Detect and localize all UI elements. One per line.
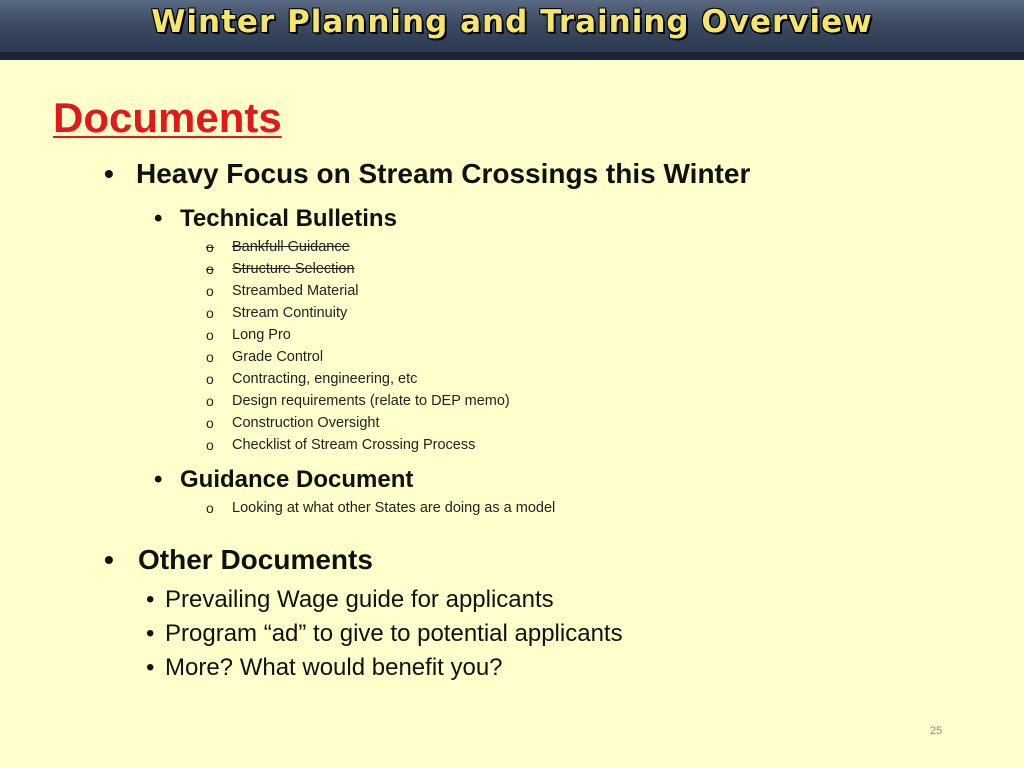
bullet: • bbox=[154, 466, 163, 493]
header-title: Winter Planning and Training Overview bbox=[151, 4, 873, 40]
bullet: • bbox=[146, 620, 155, 647]
sub-bullet: o bbox=[206, 327, 214, 343]
section2-heading-text: Other Documents bbox=[138, 544, 373, 575]
sub-bullet: o bbox=[206, 305, 214, 321]
sub-bullet: o bbox=[206, 415, 214, 431]
page-number: 25 bbox=[930, 725, 943, 737]
sub-bullet: o bbox=[206, 349, 214, 365]
list-item-text: Streambed Material bbox=[232, 283, 359, 299]
list-item-text: Structure Selection bbox=[232, 261, 355, 277]
guidance-heading-text: Guidance Document bbox=[180, 466, 414, 493]
sub-bullet: o bbox=[206, 239, 214, 255]
sub-bullet: o bbox=[206, 500, 214, 516]
sub-bullet: o bbox=[206, 261, 214, 277]
list-item-text: Contracting, engineering, etc bbox=[232, 371, 418, 387]
sub-bullet: o bbox=[206, 393, 214, 409]
sub-bullet: o bbox=[206, 371, 214, 387]
sub-bullet: o bbox=[206, 437, 214, 453]
slide-title: Documents bbox=[53, 94, 282, 141]
bullet: • bbox=[104, 158, 114, 189]
list-item-text: Stream Continuity bbox=[232, 305, 348, 321]
bullet: • bbox=[154, 205, 163, 232]
tech-bulletins-text: Technical Bulletins bbox=[180, 205, 397, 232]
list-item-text: Bankfull Guidance bbox=[232, 239, 350, 255]
list-item-text: Design requirements (relate to DEP memo) bbox=[232, 393, 510, 409]
list-item-text: Prevailing Wage guide for applicants bbox=[165, 586, 554, 613]
list-item-text: Program “ad” to give to potential applicants bbox=[165, 620, 623, 647]
list-item-text: Grade Control bbox=[232, 349, 324, 365]
list-item-text: Looking at what other States are doing as a model bbox=[232, 500, 556, 516]
bullet: • bbox=[104, 544, 114, 575]
list-item-text: Long Pro bbox=[232, 327, 291, 343]
section1-heading-text: Heavy Focus on Stream Crossings this Winter bbox=[136, 158, 751, 189]
list-item-text: More? What would benefit you? bbox=[165, 654, 503, 681]
sub-bullet: o bbox=[206, 283, 214, 299]
list-item-text: Construction Oversight bbox=[232, 415, 380, 431]
list-item-text: Checklist of Stream Crossing Process bbox=[232, 437, 476, 453]
bullet: • bbox=[146, 654, 155, 681]
header-bar bbox=[0, 0, 1024, 60]
bullet: • bbox=[146, 586, 155, 613]
